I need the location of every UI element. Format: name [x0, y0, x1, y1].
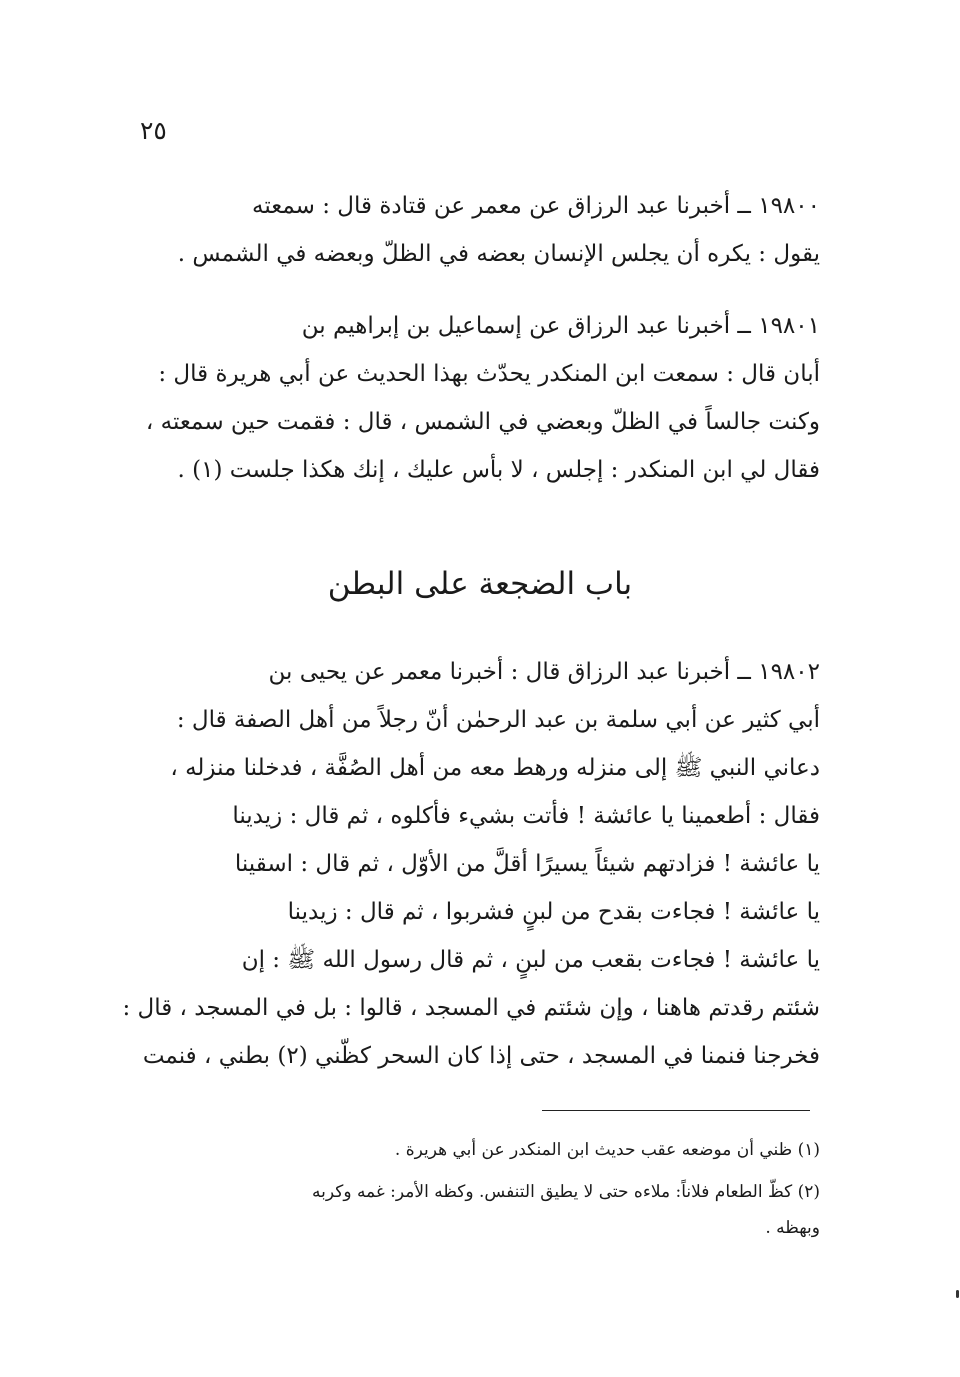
text-line: فقال : أطعمينا يا عائشة ! فأتت بشيء فأكلوه ، ثم قال : زيدينا [232, 803, 820, 829]
hadith-19802 [122, 648, 820, 1080]
text-line: شئتم رقدتم هاهنا ، وإن شئتم في المسجد ، قالوا : بل في المسجد ، قال : [122, 995, 820, 1021]
text-line: يا عائشة ! فجاءت بقعب من لبنٍ ، ثم قال رسول الله ﷺ : إن [241, 947, 820, 973]
text-line: يا عائشة ! فجاءت بقدح من لبنٍ فشربوا ، ثم قال : زيدينا [287, 899, 820, 925]
footnote-divider [542, 1110, 810, 1111]
hadith-19801 [140, 302, 820, 494]
text-line: دعاني النبي ﷺ إلى منزله ورهط معه من أهل الصُفَّة ، فدخلنا منزله ، [170, 755, 820, 781]
text-line: أبي كثير عن أبي سلمة بن عبد الرحمٰن أنّ رجلاً من أهل الصفة قال : [176, 707, 820, 733]
text-line: ١٩٨٠٠ ــ أخبرنا عبد الرزاق عن معمر عن قتادة قال : سمعته [252, 193, 820, 219]
text-line: أبان قال : سمعت ابن المنكدر يحدّث بهذا الحديث عن أبي هريرة قال : [158, 361, 820, 387]
footnote-line: وبهظه . [765, 1218, 820, 1238]
text-line: وكنت جالساً في الظلّ وبعضي في الشمس ، قال : فقمت حين سمعته ، [145, 409, 820, 435]
chapter-heading: باب الضجعة على البطن [327, 566, 633, 602]
text-line: ١٩٨٠٢ ــ أخبرنا عبد الرزاق قال : أخبرنا معمر عن يحيى بن [268, 659, 820, 685]
hadith-19800 [140, 182, 820, 278]
text-line: يقول : يكره أن يجلس الإنسان بعضه في الظلّ وبعضه في الشمس . [177, 241, 820, 267]
text-line: فقال لي ابن المنكدر : إجلس ، لا بأس عليك ، إنك هكذا جلست (١) . [177, 457, 820, 483]
page-number: ٢٥ [140, 116, 167, 145]
scan-edge-mark [956, 1290, 959, 1298]
text-line: ١٩٨٠١ ــ أخبرنا عبد الرزاق عن إسماعيل بن إبراهيم بن [301, 313, 820, 339]
text-line: فخرجنا فنمنا في المسجد ، حتى إذا كان السحر كظّني (٢) بطني ، فنمت [142, 1043, 820, 1069]
footnote-1 [140, 1132, 820, 1168]
text-line: يا عائشة ! فزادتهم شيئاً يسيرًا أقلَّ من الأوّل ، ثم قال : اسقينا [234, 851, 820, 877]
footnote-line: (١) ظني أن موضعه عقب حديث ابن المنكدر عن أبي هريرة . [394, 1140, 820, 1160]
footnote-2 [140, 1174, 820, 1246]
footnote-line: (٢) كظّ الطعام فلاناً: ملاءه حتى لا يطيق التنفس. وكظه الأمر: غمه وكربه [312, 1182, 820, 1202]
footnotes [140, 1132, 820, 1252]
